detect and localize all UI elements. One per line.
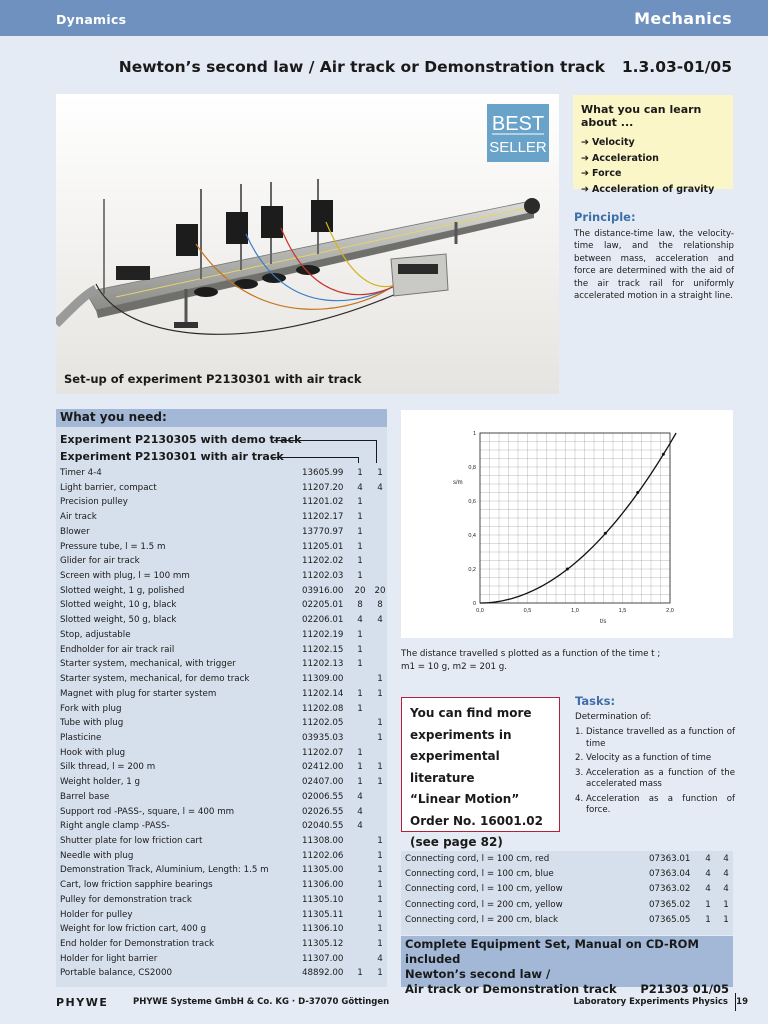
equipment-qty: 1 (377, 674, 383, 685)
learn-item: ➔ Velocity (581, 135, 725, 151)
equipment-name: Air track (60, 512, 97, 523)
equipment-order-no: 02412.00 (302, 762, 344, 773)
equipment-qty: 1 (357, 526, 363, 537)
equipment-row (60, 733, 386, 748)
equipment-row (60, 689, 386, 704)
cord-qty: 1 (723, 914, 729, 925)
equipment-qty: 1 (377, 939, 383, 950)
equipment-name: Magnet with plug for starter system (60, 688, 217, 699)
equipment-qty: 1 (377, 762, 383, 773)
equipment-qty: 1 (357, 777, 363, 788)
equipment-order-no: 11202.08 (302, 703, 344, 714)
equipment-qty: 1 (357, 512, 363, 523)
equipment-row (60, 556, 386, 571)
complete-set-title: Complete Equipment Set, Manual on CD-ROM included (405, 937, 699, 966)
cord-order-no: 07365.05 (649, 914, 691, 925)
arrow-icon: ➔ (581, 168, 589, 179)
cord-name: Connecting cord, l = 200 cm, yellow (405, 899, 563, 910)
equipment-qty: 1 (377, 468, 383, 478)
data-point (636, 491, 639, 494)
equipment-qty: 1 (377, 688, 383, 699)
equipment-name: Pressure tube, l = 1.5 m (60, 541, 166, 552)
equipment-row (60, 777, 386, 792)
learn-item: ➔ Force (581, 166, 725, 182)
complete-set-line3: Air track or Demonstration track (405, 982, 617, 996)
equipment-order-no: 02206.01 (302, 615, 344, 626)
company-address: PHYWE Systeme GmbH & Co. KG · D-37070 Göttingen (133, 997, 390, 1007)
cord-qty: 1 (705, 899, 711, 910)
equipment-order-no: 11202.14 (302, 688, 344, 699)
equipment-row (60, 968, 386, 983)
photo-caption: Set-up of experiment P2130301 with air track (64, 372, 362, 386)
setup-photo (56, 94, 559, 394)
equipment-name: Starter system, mechanical, for demo track (60, 674, 250, 685)
equipment-order-no: 03916.00 (302, 585, 344, 596)
learn-box (573, 95, 733, 195)
equipment-row (60, 954, 386, 969)
equipment-row (60, 571, 386, 586)
equipment-row (60, 821, 386, 836)
equipment-order-no: 11202.05 (302, 718, 344, 729)
bracket-air (272, 457, 359, 463)
equipment-qty: 1 (377, 836, 383, 846)
learn-heading: What you can learn about ... (581, 103, 702, 129)
equipment-row (60, 792, 386, 807)
equipment-qty: 1 (377, 909, 383, 920)
equipment-order-no: 02040.55 (302, 821, 344, 832)
cord-qty: 4 (723, 854, 729, 864)
equipment-name: Blower (60, 526, 90, 537)
equipment-name: Silk thread, l = 200 m (60, 762, 156, 773)
cord-row (405, 900, 731, 915)
equipment-name: Needle with plug (60, 850, 134, 861)
y-tick-label: 0,8 (468, 465, 476, 471)
literature-line: “Linear Motion” (410, 792, 520, 806)
equipment-qty: 1 (357, 541, 363, 552)
equipment-row (60, 895, 386, 910)
y-tick-label: 1 (472, 431, 476, 437)
equipment-row (60, 674, 386, 689)
equipment-row (60, 704, 386, 719)
equipment-name: Screen with plug, l = 100 mm (60, 571, 190, 582)
cord-order-no: 07365.02 (649, 899, 691, 910)
badge-best: BEST (491, 113, 545, 135)
complete-set-name: Newton’s second law / (405, 967, 551, 981)
literature-line: You can find more (410, 706, 532, 720)
equipment-row (60, 939, 386, 954)
literature-line: experimental literature (410, 749, 500, 785)
y-tick-label: 0 (472, 601, 476, 607)
equipment-name: Timer 4-4 (60, 468, 102, 478)
cord-name: Connecting cord, l = 100 cm, red (405, 854, 550, 864)
equipment-row (60, 615, 386, 630)
literature-box (401, 697, 560, 849)
equipment-order-no: 02205.01 (302, 600, 344, 611)
y-tick-label: 0,4 (468, 533, 476, 539)
complete-set-order: P21303 01/05 (640, 982, 729, 996)
equipment-qty: 20 (354, 585, 366, 596)
chart-svg (401, 410, 733, 638)
equipment-order-no: 11305.12 (302, 939, 344, 950)
equipment-name: Shutter plate for low friction cart (60, 836, 203, 846)
equipment-name: Hook with plug (60, 747, 126, 758)
cord-name: Connecting cord, l = 100 cm, yellow (405, 884, 563, 895)
footer (0, 991, 768, 1024)
distance-time-chart (401, 410, 733, 638)
equipment-order-no: 02407.00 (302, 777, 344, 788)
equipment-qty: 8 (377, 600, 383, 611)
equipment-name: Starter system, mechanical, with trigger (60, 659, 236, 670)
equipment-qty: 1 (377, 968, 383, 979)
equipment-qty: 1 (357, 703, 363, 714)
arrow-icon: ➔ (581, 183, 589, 195)
equipment-row (60, 600, 386, 615)
equipment-row (60, 807, 386, 822)
equipment-row (60, 836, 386, 851)
x-tick-label: 0,0 (476, 608, 484, 614)
equipment-order-no: 11305.11 (302, 909, 344, 920)
equipment-qty: 1 (357, 659, 363, 670)
equipment-qty: 1 (357, 629, 363, 640)
section-label: Dynamics (56, 12, 127, 27)
area-label: Mechanics (634, 9, 732, 28)
cord-order-no: 07363.04 (649, 869, 691, 880)
cord-qty: 4 (705, 884, 711, 895)
x-tick-label: 1,5 (618, 608, 627, 614)
equipment-qty: 1 (357, 497, 363, 508)
equipment-row (60, 645, 386, 660)
equipment-qty: 1 (377, 777, 383, 788)
equipment-order-no: 48892.00 (302, 968, 344, 979)
principle-section (574, 210, 734, 302)
series-name: Laboratory Experiments Physics (573, 997, 728, 1007)
task-item: 1. Distance travelled as a function of time (575, 727, 735, 749)
cord-qty: 1 (723, 899, 729, 910)
equipment-name: Tube with plug (60, 718, 124, 729)
equipment-order-no: 11305.10 (302, 894, 344, 905)
equipment-qty: 1 (357, 468, 363, 478)
equipment-name: Portable balance, CS2000 (60, 968, 172, 979)
arrow-icon: ➔ (581, 137, 589, 148)
x-tick-label: 2,0 (666, 608, 674, 614)
equipment-order-no: 11202.13 (302, 659, 344, 670)
equipment-qty: 1 (357, 688, 363, 699)
literature-line: experiments in (410, 727, 512, 742)
x-tick-label: 0,5 (523, 608, 532, 614)
equipment-row (60, 586, 386, 601)
learn-item: ➔ Acceleration of gravity (581, 182, 725, 198)
equipment-order-no: 11307.00 (302, 953, 344, 964)
equipment-order-no: 02026.55 (302, 806, 344, 817)
equipment-qty: 1 (377, 732, 383, 743)
cord-order-no: 07363.01 (649, 854, 691, 864)
equipment-name: Fork with plug (60, 703, 122, 714)
y-axis-label: s/m (453, 480, 463, 486)
equipment-order-no: 11202.02 (302, 556, 344, 567)
equipment-row (60, 748, 386, 763)
arrow-icon: ➔ (581, 152, 589, 164)
y-tick-label: 0,2 (468, 567, 476, 573)
experiment-demo-label: Experiment P2130305 with demo track (60, 433, 302, 446)
task-item: 3. Acceleration as a function of the accelerated mass (575, 767, 735, 789)
equipment-order-no: 11202.06 (302, 850, 344, 861)
experiment-code: 1.3.03-01/05 (621, 58, 732, 76)
data-point (566, 568, 569, 571)
equipment-heading: What you need: (56, 409, 387, 427)
equipment-row (60, 468, 386, 483)
cord-qty: 1 (705, 914, 711, 925)
air-track-illustration (56, 94, 559, 394)
equipment-row (60, 865, 386, 880)
cords-list (401, 851, 733, 935)
chart-caption-line2: m1 = 10 g, m2 = 201 g. (401, 661, 508, 672)
equipment-list (56, 409, 387, 987)
phywe-logo: PHYWE (56, 996, 109, 1009)
complete-set-box (401, 936, 733, 996)
cord-row (405, 915, 731, 930)
equipment-name: Support rod -PASS-, square, l = 400 mm (60, 806, 235, 817)
equipment-name: Slotted weight, 1 g, polished (60, 585, 185, 596)
equipment-qty: 8 (357, 600, 363, 611)
equipment-qty: 1 (357, 556, 363, 567)
tasks-intro: Determination of: (575, 712, 652, 722)
literature-order: Order No. 16001.02 (410, 813, 543, 828)
equipment-name: Precision pulley (60, 497, 128, 508)
badge-seller: SELLER (489, 139, 547, 156)
equipment-order-no: 11309.00 (302, 674, 344, 685)
cord-qty: 4 (705, 854, 711, 864)
equipment-name: Holder for pulley (60, 909, 133, 920)
equipment-row (60, 851, 386, 866)
equipment-name: Light barrier, compact (60, 482, 157, 493)
equipment-qty: 1 (357, 968, 363, 979)
equipment-name: Cart, low friction sapphire bearings (60, 880, 213, 891)
equipment-qty: 4 (357, 791, 363, 802)
equipment-qty: 4 (377, 953, 383, 964)
equipment-qty: 4 (377, 482, 383, 493)
x-tick-label: 1,0 (571, 608, 579, 614)
equipment-order-no: 11201.02 (302, 497, 344, 508)
equipment-row (60, 542, 386, 557)
equipment-qty: 1 (377, 894, 383, 905)
equipment-row (60, 762, 386, 777)
cord-row (405, 869, 731, 884)
learn-item: ➔ Acceleration (581, 151, 725, 167)
equipment-qty: 20 (374, 585, 386, 596)
equipment-qty: 1 (377, 718, 383, 729)
equipment-order-no: 11205.01 (302, 541, 344, 552)
equipment-row (60, 512, 386, 527)
cord-name: Connecting cord, l = 100 cm, blue (405, 869, 554, 880)
equipment-name: Stop, adjustable (60, 629, 131, 640)
equipment-qty: 1 (357, 571, 363, 582)
equipment-qty: 4 (357, 806, 363, 817)
tasks-list (575, 727, 735, 817)
equipment-qty: 4 (357, 482, 363, 493)
equipment-name: Glider for air track (60, 556, 140, 567)
cord-qty: 4 (705, 869, 711, 880)
equipment-order-no: 11202.03 (302, 571, 344, 582)
literature-page: (see page 82) (410, 835, 503, 849)
equipment-name: Barrel base (60, 791, 110, 802)
task-item: 4. Acceleration as a function of force. (575, 793, 735, 815)
equipment-order-no: 11306.10 (302, 924, 344, 935)
equipment-order-no: 11202.15 (302, 644, 344, 655)
equipment-name: Pulley for demonstration track (60, 894, 192, 905)
equipment-order-no: 11202.19 (302, 629, 344, 640)
equipment-order-no: 11202.07 (302, 747, 344, 758)
page-title: Newton’s second law / Air track or Demonstration track (118, 58, 605, 76)
tasks-section (575, 694, 735, 820)
equipment-order-no: 13770.97 (302, 526, 344, 537)
cord-name: Connecting cord, l = 200 cm, black (405, 914, 559, 925)
equipment-qty: 4 (357, 821, 363, 832)
equipment-row (60, 880, 386, 895)
equipment-row (60, 630, 386, 645)
title-row (0, 58, 768, 80)
data-point (662, 453, 665, 456)
equipment-qty: 4 (377, 615, 383, 626)
learn-list (581, 135, 725, 197)
cord-order-no: 07363.02 (649, 884, 691, 895)
equipment-row (60, 910, 386, 925)
chart-caption (401, 648, 733, 673)
data-point (604, 532, 607, 535)
chart-caption-line1: The distance travelled s plotted as a function of the time t ; (401, 649, 661, 659)
principle-text: The distance-time law, the velocity-time law, and the relationship between mass, acceleration and force are determined with the aid of the air track rail for uniformly accelerated motion in a straight line. (574, 229, 734, 302)
equipment-order-no: 03935.03 (302, 732, 344, 743)
equipment-row (60, 659, 386, 674)
equipment-row (60, 483, 386, 498)
equipment-order-no: 11305.00 (302, 865, 344, 876)
equipment-name: Slotted weight, 50 g, black (60, 615, 177, 626)
equipment-name: Weight holder, 1 g (60, 777, 141, 788)
equipment-qty: 1 (377, 850, 383, 861)
cord-qty: 4 (723, 884, 729, 895)
experiment-air-label: Experiment P2130301 with air track (60, 450, 284, 463)
y-tick-label: 0,6 (468, 499, 476, 505)
equipment-name: End holder for Demonstration track (60, 939, 215, 950)
equipment-qty: 1 (357, 762, 363, 773)
equipment-qty: 1 (357, 644, 363, 655)
equipment-row (60, 718, 386, 733)
equipment-qty: 1 (377, 924, 383, 935)
equipment-qty: 4 (357, 615, 363, 626)
equipment-name: Slotted weight, 10 g, black (60, 600, 177, 611)
equipment-row (60, 497, 386, 512)
cord-row (405, 854, 731, 869)
equipment-order-no: 11306.00 (302, 880, 344, 891)
equipment-name: Plasticine (60, 732, 102, 743)
x-axis-label: t/s (600, 619, 607, 625)
equipment-row (60, 924, 386, 939)
equipment-order-no: 13605.99 (302, 468, 344, 478)
task-item: 2. Velocity as a function of time (575, 753, 712, 763)
equipment-qty: 1 (377, 880, 383, 891)
equipment-order-no: 02006.55 (302, 791, 344, 802)
equipment-name: Demonstration Track, Aluminium, Length: 1.5 m (60, 865, 269, 876)
principle-heading: Principle: (574, 210, 636, 224)
equipment-qty: 1 (357, 747, 363, 758)
equipment-name: Weight for low friction cart, 400 g (60, 924, 207, 935)
page-number: 19 (736, 997, 748, 1007)
equipment-order-no: 11207.20 (302, 482, 344, 493)
equipment-name: Right angle clamp -PASS- (60, 821, 170, 832)
cord-row (405, 884, 731, 899)
header-bar (0, 0, 768, 36)
cord-qty: 4 (723, 869, 729, 880)
equipment-row (60, 527, 386, 542)
equipment-name: Holder for light barrier (60, 953, 158, 964)
equipment-order-no: 11308.00 (302, 836, 344, 846)
equipment-order-no: 11202.17 (302, 512, 344, 523)
tasks-heading: Tasks: (575, 694, 616, 708)
equipment-qty: 1 (377, 865, 383, 876)
equipment-name: Endholder for air track rail (60, 644, 175, 655)
